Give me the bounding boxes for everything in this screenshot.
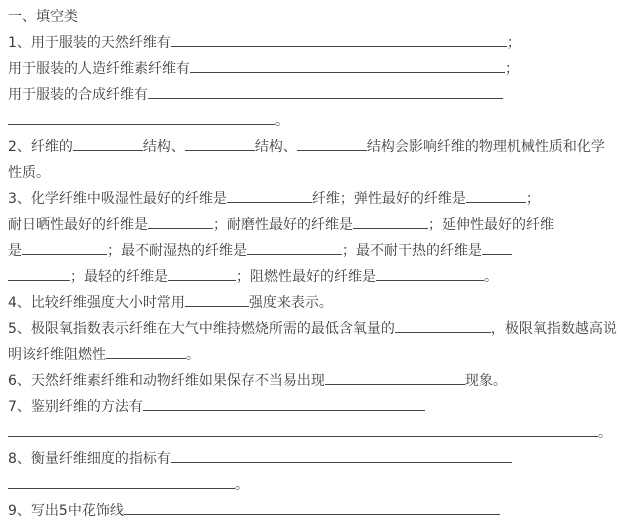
question-3-line-2-text-0: 耐日晒性最好的纤维是: [8, 217, 148, 233]
question-2-line-2-text-0: 性质。: [8, 165, 50, 181]
question-1-line-1-text-0: 1、用于服装的天然纤维有: [8, 35, 171, 51]
section-heading: [8, 4, 622, 30]
question-3-line-2-text-4: ；延伸性最好的纤维: [428, 217, 554, 233]
question-1-line-2-fill-in-blank-1: [190, 61, 505, 73]
question-7-line-1-fill-in-blank-1: [143, 399, 425, 411]
question-9-line-1: [8, 498, 622, 522]
question-5-line-1-text-0: 5、极限氧指数表示纤维在大气中维持燃烧所需的最低含氧量的: [8, 321, 395, 337]
question-5-line-2: [8, 342, 622, 368]
question-6-line-1-fill-in-blank-1: [325, 373, 465, 385]
question-7-line-2-fill-in-blank-0: [8, 425, 598, 437]
question-3-line-4-fill-in-blank-2: [168, 269, 236, 281]
question-1-line-2: [8, 56, 622, 82]
question-3-line-1-text-0: 3、化学纤维中吸湿性最好的纤维是: [8, 191, 227, 207]
question-2-line-1-fill-in-blank-3: [185, 139, 255, 151]
question-3-line-1-fill-in-blank-1: [227, 191, 312, 203]
question-2-line-1: [8, 134, 622, 160]
question-3-line-3-fill-in-blank-3: [247, 243, 342, 255]
question-2-line-1-text-6: 结构会影响纤维的物理机械性质和化学: [366, 139, 605, 155]
question-3-line-2-fill-in-blank-1: [148, 217, 213, 229]
question-8-line-2: [8, 472, 622, 498]
question-2-line-1-text-2: 结构、: [142, 139, 185, 155]
question-3-line-1-text-2: 纤维；弹性最好的纤维是: [311, 191, 466, 207]
question-3-line-4-text-3: ；阻燃性最好的纤维是: [236, 269, 376, 285]
question-3-line-3-text-0: 是: [8, 243, 22, 259]
question-3-line-4-text-1: ；最轻的纤维是: [70, 269, 168, 285]
question-1-line-3: [8, 82, 622, 108]
question-4-line-1-text-2: 强度来表示。: [248, 295, 333, 311]
question-3-line-3-text-4: ；最不耐干热的纤维是: [342, 243, 482, 259]
question-2-line-2: [8, 160, 622, 186]
question-8-line-1: [8, 446, 622, 472]
question-1-line-1-fill-in-blank-1: [171, 35, 507, 47]
question-1-line-1-text-2: ；: [506, 35, 521, 51]
question-2-line-1-text-0: 2、纤维的: [8, 139, 73, 155]
question-3-line-4-fill-in-blank-4: [376, 269, 484, 281]
question-1-line-3-text-0: 用于服装的合成纤维有: [8, 87, 148, 103]
question-1-line-4: [8, 108, 622, 134]
question-1-line-1: [8, 30, 622, 56]
question-5-line-1-text-2: ，极限氧指数越高说: [490, 321, 617, 337]
question-4-line-1: [8, 290, 622, 316]
question-1-line-2-text-0: 用于服装的人造纤维素纤维有: [8, 61, 190, 77]
question-6-line-1-text-2: 现象。: [464, 373, 507, 389]
question-8-line-1-fill-in-blank-1: [171, 451, 512, 463]
question-8-line-1-text-0: 8、衡量纤维细度的指标有: [8, 451, 171, 467]
question-3-line-3-text-2: ；最不耐湿热的纤维是: [107, 243, 247, 259]
question-3-line-3-fill-in-blank-5: [482, 243, 512, 255]
question-3-line-4-fill-in-blank-0: [8, 269, 70, 281]
question-5-line-2-text-2: 。: [186, 347, 200, 363]
question-3-line-3-fill-in-blank-1: [22, 243, 107, 255]
question-1-line-4-text-1: 。: [275, 113, 289, 129]
question-1-line-2-text-2: ；: [505, 61, 519, 77]
question-3-line-2-text-2: ；耐磨性最好的纤维是: [213, 217, 353, 233]
question-3-line-1-text-4: ；: [525, 191, 540, 207]
question-5-line-2-fill-in-blank-1: [106, 347, 186, 359]
section-heading-text-0: 一、填空类: [8, 9, 78, 25]
question-2-line-1-fill-in-blank-1: [73, 139, 143, 151]
question-2-line-1-fill-in-blank-5: [297, 139, 367, 151]
question-4-line-1-fill-in-blank-1: [185, 295, 249, 307]
question-5-line-2-text-0: 明该纤维阻燃性: [8, 347, 106, 363]
question-7-line-2-text-1: 。: [598, 425, 612, 441]
question-3-line-4-text-5: 。: [484, 269, 498, 285]
question-3-line-3: [8, 238, 622, 264]
question-5-line-1-fill-in-blank-1: [395, 321, 491, 333]
question-3-line-2: [8, 212, 622, 238]
question-6-line-1-text-0: 6、天然纤维素纤维和动物纤维如果保存不当易出现: [8, 373, 325, 389]
question-3-line-4: [8, 264, 622, 290]
question-9-line-1-text-0: 9、写出5中花饰线: [8, 503, 124, 519]
question-8-line-2-fill-in-blank-0: [8, 477, 235, 489]
question-4-line-1-text-0: 4、比较纤维强度大小时常用: [8, 295, 185, 311]
question-3-line-1-fill-in-blank-3: [466, 191, 526, 203]
question-2-line-1-text-4: 结构、: [254, 139, 297, 155]
question-8-line-2-text-1: 。: [235, 477, 249, 493]
question-1-line-3-fill-in-blank-1: [148, 87, 503, 99]
question-7-line-2: [8, 420, 622, 446]
question-1-line-4-fill-in-blank-0: [8, 113, 275, 125]
question-9-line-1-fill-in-blank-1: [124, 503, 500, 515]
question-3-line-1: [8, 186, 622, 212]
question-7-line-1-text-0: 7、鉴别纤维的方法有: [8, 399, 143, 415]
question-3-line-2-fill-in-blank-3: [353, 217, 428, 229]
question-7-line-1: [8, 394, 622, 420]
question-6-line-1: [8, 368, 622, 394]
question-5-line-1: [8, 316, 622, 342]
